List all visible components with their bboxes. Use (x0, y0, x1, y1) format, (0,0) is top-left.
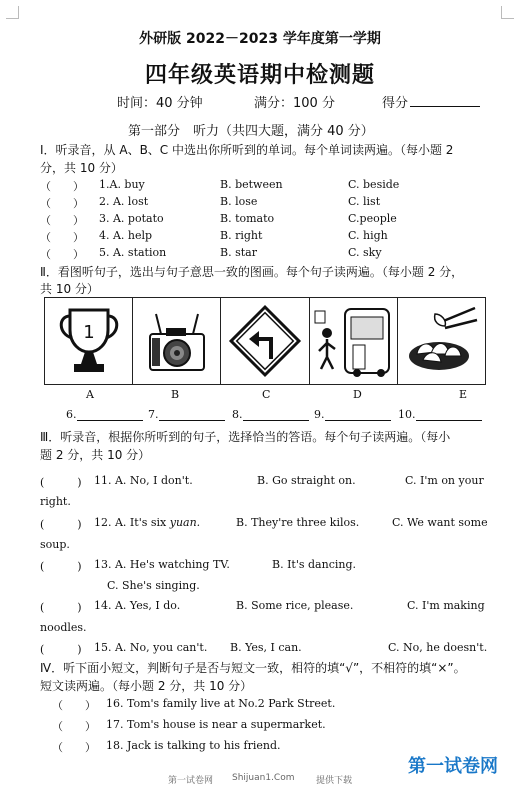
option-c: C. We want some (392, 516, 488, 529)
answer-blank[interactable]: 9. (314, 408, 391, 421)
trophy-icon (54, 304, 124, 378)
option-b: B. right (220, 229, 263, 242)
picture-c (221, 298, 309, 384)
option-c: C. I'm making (407, 599, 485, 612)
footer-site: Shijuan1.Com (232, 773, 295, 783)
option-b: B. Go straight on. (257, 474, 356, 487)
picture-label: D (353, 388, 362, 401)
option-a: 15. A. No, you can't. (94, 641, 208, 654)
picture-d (310, 298, 398, 384)
option-a: 5. A. station (99, 246, 167, 259)
option-c: C. list (348, 195, 381, 208)
answer-blank[interactable]: 8. (232, 408, 309, 421)
answer-paren[interactable]: （ ） (40, 180, 84, 193)
answer-paren[interactable]: （ ） (40, 248, 84, 261)
option-c-cont: soup. (40, 538, 70, 551)
picture-a (45, 298, 133, 384)
answer-paren[interactable]: （ ） (40, 214, 84, 227)
picture-label: A (86, 388, 94, 401)
option-a: 1.A. buy (99, 178, 145, 191)
option-b: B. star (220, 246, 257, 259)
sec4-instructions: Ⅳ．听下面小短文，判断句子是否与短文一致，相符的填“√”，不相符的填“×”。 (40, 661, 466, 675)
option-b: B. They're three kilos. (236, 516, 360, 529)
answer-paren[interactable]: ( ) (40, 643, 82, 656)
svg-text:1: 1 (82, 322, 95, 343)
option-b: B. Some rice, please. (236, 599, 354, 612)
sec3-instructions: Ⅲ．听录音，根据你所听到的句子，选择恰当的答语。每个句子读两遍。（每小 (40, 430, 451, 444)
option-a: 14. A. Yes, I do. (94, 599, 181, 612)
option-c: C.people (348, 212, 397, 225)
answer-paren[interactable]: ( ) (40, 518, 82, 531)
exam-title: 四年级英语期中检测题 (144, 63, 375, 88)
answer-blank[interactable]: 6. (66, 408, 143, 421)
sec4-instructions-cont: 短文读两遍。（每小题 2 分，共 10 分） (40, 679, 253, 693)
answer-paren[interactable]: （ ） (52, 699, 96, 712)
crop-mark (6, 6, 19, 19)
option-a: 3. A. potato (99, 212, 164, 225)
bus-stop-icon (313, 303, 393, 379)
answer-paren[interactable]: （ ） (40, 231, 84, 244)
option-a: 12. A. It's six yuan. (94, 516, 201, 529)
turn-left-sign-icon (225, 301, 305, 381)
picture-label: C (262, 388, 271, 401)
picture-e (398, 298, 485, 384)
answer-paren[interactable]: （ ） (52, 741, 96, 754)
option-c: C. She's singing. (107, 579, 200, 592)
option-c: C. No, he doesn't. (388, 641, 488, 654)
sec2-instructions-cont: 共 10 分） (40, 282, 99, 296)
picture-strip (44, 297, 486, 385)
answer-blank[interactable]: 7. (148, 408, 225, 421)
option-a: 11. A. No, I don't. (94, 474, 193, 487)
option-c-cont: right. (40, 495, 71, 508)
option-b: B. Yes, I can. (230, 641, 302, 654)
option-c-cont: noodles. (40, 621, 87, 634)
picture-label: B (171, 388, 180, 401)
statement: 17. Tom's house is near a supermarket. (106, 718, 326, 731)
dumplings-icon (401, 304, 481, 378)
exam-series: 外研版 2022－2023 学年度第一学期 (139, 31, 381, 47)
picture-b (133, 298, 221, 384)
option-c: C. beside (348, 178, 400, 191)
option-c: C. sky (348, 246, 382, 259)
statement: 18. Jack is talking to his friend. (106, 739, 281, 752)
footer-site-cn: 第一试卷网 (168, 776, 214, 786)
footer-provide: 提供下载 (316, 776, 353, 786)
option-b: B. tomato (220, 212, 275, 225)
exam-time: 时间：40 分钟 (117, 96, 203, 111)
option-a: 2. A. lost (99, 195, 149, 208)
option-a: 13. A. He's watching TV. (94, 558, 230, 571)
option-b: B. lose (220, 195, 258, 208)
answer-paren[interactable]: （ ） (52, 720, 96, 733)
brand-watermark: 第一试卷网 (408, 756, 498, 777)
sec1-instructions-cont: 分，共 10 分） (40, 161, 123, 175)
picture-label: E (459, 388, 468, 401)
option-c: C. I'm on your (405, 474, 484, 487)
option-c: C. high (348, 229, 388, 242)
answer-paren[interactable]: ( ) (40, 476, 82, 489)
option-a: 4. A. help (99, 229, 153, 242)
sec1-instructions: Ⅰ．听录音，从 A、B、C 中选出你所听到的单词。每个单词读两遍。（每小题 2 (40, 143, 454, 157)
answer-blank[interactable]: 10. (398, 408, 482, 421)
part1-title: 第一部分 听力（共四大题，满分 40 分） (128, 124, 374, 139)
option-b: B. It's dancing. (272, 558, 356, 571)
answer-paren[interactable]: ( ) (40, 601, 82, 614)
sec3-instructions-cont: 题 2 分，共 10 分） (40, 448, 151, 462)
option-b: B. between (220, 178, 283, 191)
exam-total-score: 满分：100 分 (254, 96, 335, 111)
statement: 16. Tom's family live at No.2 Park Street. (106, 697, 336, 710)
score-label: 得分 (382, 92, 480, 111)
answer-paren[interactable]: ( ) (40, 560, 82, 573)
sec2-instructions: Ⅱ．看图听句子，选出与句子意思一致的图画。每个句子读两遍。（每小题 2 分， (40, 265, 464, 279)
answer-paren[interactable]: （ ） (40, 197, 84, 210)
crop-mark (501, 6, 514, 19)
camera-icon (142, 304, 212, 378)
